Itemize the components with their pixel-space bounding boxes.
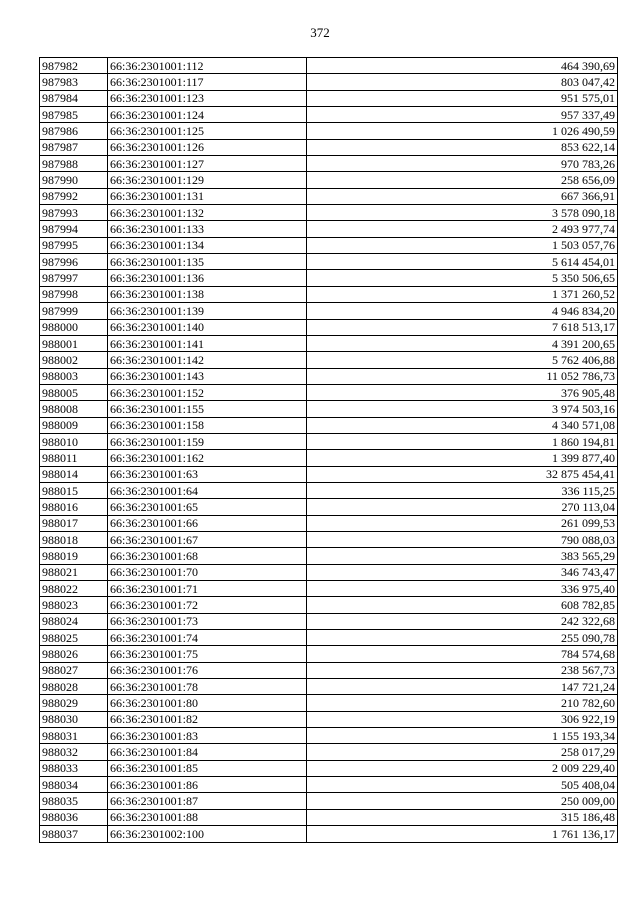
value-cell: 270 113,04: [307, 499, 618, 515]
cadastral-number-cell: 66:36:2301001:73: [108, 613, 307, 629]
row-id-cell: 987993: [40, 205, 108, 221]
cadastral-number-cell: 66:36:2301001:152: [108, 384, 307, 400]
value-cell: 853 622,14: [307, 139, 618, 155]
value-cell: 790 088,03: [307, 531, 618, 547]
row-id-cell: 988021: [40, 564, 108, 580]
value-cell: 255 090,78: [307, 630, 618, 646]
table-row: [40, 826, 618, 842]
value-cell: 258 656,09: [307, 172, 618, 188]
cadastral-number-cell: 66:36:2301001:162: [108, 450, 307, 466]
value-cell: 1 761 136,17: [307, 826, 618, 842]
value-cell: 957 337,49: [307, 107, 618, 123]
table-row: [40, 139, 618, 155]
table-row: [40, 270, 618, 286]
value-cell: 5 762 406,88: [307, 352, 618, 368]
cadastral-number-cell: 66:36:2301001:65: [108, 499, 307, 515]
table-row: [40, 335, 618, 351]
row-id-cell: 987984: [40, 90, 108, 106]
table-row: [40, 466, 618, 482]
cadastral-number-cell: 66:36:2301001:127: [108, 156, 307, 172]
cadastral-number-cell: 66:36:2301001:134: [108, 237, 307, 253]
row-id-cell: 987999: [40, 303, 108, 319]
row-id-cell: 988001: [40, 335, 108, 351]
cadastral-number-cell: 66:36:2301001:129: [108, 172, 307, 188]
cadastral-number-cell: 66:36:2301001:138: [108, 286, 307, 302]
row-id-cell: 987986: [40, 123, 108, 139]
cadastral-number-cell: 66:36:2301001:72: [108, 597, 307, 613]
table-row: [40, 417, 618, 433]
value-cell: 258 017,29: [307, 744, 618, 760]
cadastral-number-cell: 66:36:2301001:63: [108, 466, 307, 482]
table-row: [40, 107, 618, 123]
table-row: [40, 711, 618, 727]
row-id-cell: 988019: [40, 548, 108, 564]
value-cell: 1 860 194,81: [307, 433, 618, 449]
table-row: [40, 221, 618, 237]
table-row: [40, 482, 618, 498]
cadastral-number-cell: 66:36:2301001:86: [108, 777, 307, 793]
value-cell: 2 493 977,74: [307, 221, 618, 237]
table-row: [40, 662, 618, 678]
value-cell: 383 565,29: [307, 548, 618, 564]
value-cell: 464 390,69: [307, 58, 618, 74]
row-id-cell: 987990: [40, 172, 108, 188]
row-id-cell: 988018: [40, 531, 108, 547]
cadastral-number-cell: 66:36:2301002:100: [108, 826, 307, 842]
table-row: [40, 188, 618, 204]
table-row: [40, 744, 618, 760]
cadastral-number-cell: 66:36:2301001:132: [108, 205, 307, 221]
value-cell: 3 974 503,16: [307, 401, 618, 417]
row-id-cell: 988026: [40, 646, 108, 662]
row-id-cell: 988031: [40, 728, 108, 744]
cadastral-number-cell: 66:36:2301001:82: [108, 711, 307, 727]
cadastral-number-cell: 66:36:2301001:139: [108, 303, 307, 319]
table-row: [40, 646, 618, 662]
value-cell: 32 875 454,41: [307, 466, 618, 482]
cadastral-number-cell: 66:36:2301001:158: [108, 417, 307, 433]
table-row: [40, 581, 618, 597]
row-id-cell: 987985: [40, 107, 108, 123]
row-id-cell: 987996: [40, 254, 108, 270]
row-id-cell: 987982: [40, 58, 108, 74]
row-id-cell: 988035: [40, 793, 108, 809]
cadastral-number-cell: 66:36:2301001:87: [108, 793, 307, 809]
value-cell: 1 503 057,76: [307, 237, 618, 253]
row-id-cell: 988027: [40, 662, 108, 678]
value-cell: 1 026 490,59: [307, 123, 618, 139]
value-cell: 306 922,19: [307, 711, 618, 727]
table-row: [40, 384, 618, 400]
cadastral-number-cell: 66:36:2301001:125: [108, 123, 307, 139]
row-id-cell: 988024: [40, 613, 108, 629]
cadastral-number-cell: 66:36:2301001:112: [108, 58, 307, 74]
table-row: [40, 613, 618, 629]
row-id-cell: 987992: [40, 188, 108, 204]
value-cell: 1 371 260,52: [307, 286, 618, 302]
cadastral-number-cell: 66:36:2301001:155: [108, 401, 307, 417]
cadastral-number-cell: 66:36:2301001:141: [108, 335, 307, 351]
cadastral-number-cell: 66:36:2301001:67: [108, 531, 307, 547]
cadastral-number-cell: 66:36:2301001:117: [108, 74, 307, 90]
row-id-cell: 988028: [40, 679, 108, 695]
value-cell: 11 052 786,73: [307, 368, 618, 384]
value-cell: 261 099,53: [307, 515, 618, 531]
row-id-cell: 988005: [40, 384, 108, 400]
table-row: [40, 809, 618, 825]
table-row: [40, 90, 618, 106]
row-id-cell: 988033: [40, 760, 108, 776]
table-row: [40, 123, 618, 139]
cadastral-number-cell: 66:36:2301001:74: [108, 630, 307, 646]
row-id-cell: 988023: [40, 597, 108, 613]
cadastral-number-cell: 66:36:2301001:123: [108, 90, 307, 106]
table-row: [40, 499, 618, 515]
value-cell: 4 946 834,20: [307, 303, 618, 319]
row-id-cell: 988000: [40, 319, 108, 335]
cadastral-number-cell: 66:36:2301001:71: [108, 581, 307, 597]
table-row: [40, 450, 618, 466]
value-cell: 336 975,40: [307, 581, 618, 597]
cadastral-number-cell: 66:36:2301001:124: [108, 107, 307, 123]
table-row: [40, 172, 618, 188]
cadastral-number-cell: 66:36:2301001:133: [108, 221, 307, 237]
row-id-cell: 987987: [40, 139, 108, 155]
value-cell: 951 575,01: [307, 90, 618, 106]
page-number: 372: [310, 25, 330, 40]
value-cell: 667 366,91: [307, 188, 618, 204]
row-id-cell: 988029: [40, 695, 108, 711]
table-row: [40, 793, 618, 809]
table-row: [40, 760, 618, 776]
cadastral-number-cell: 66:36:2301001:70: [108, 564, 307, 580]
value-cell: 3 578 090,18: [307, 205, 618, 221]
row-id-cell: 988036: [40, 809, 108, 825]
row-id-cell: 988037: [40, 826, 108, 842]
value-cell: 238 567,73: [307, 662, 618, 678]
row-id-cell: 988017: [40, 515, 108, 531]
cadastral-number-cell: 66:36:2301001:142: [108, 352, 307, 368]
value-cell: 250 009,00: [307, 793, 618, 809]
row-id-cell: 988015: [40, 482, 108, 498]
value-cell: 4 391 200,65: [307, 335, 618, 351]
table-row: [40, 515, 618, 531]
cadastral-number-cell: 66:36:2301001:83: [108, 728, 307, 744]
value-cell: 970 783,26: [307, 156, 618, 172]
table-row: [40, 319, 618, 335]
cadastral-number-cell: 66:36:2301001:84: [108, 744, 307, 760]
cadastral-number-cell: 66:36:2301001:64: [108, 482, 307, 498]
value-cell: 4 340 571,08: [307, 417, 618, 433]
cadastral-number-cell: 66:36:2301001:78: [108, 679, 307, 695]
table-row: [40, 303, 618, 319]
cadastral-number-cell: 66:36:2301001:76: [108, 662, 307, 678]
table-row: [40, 564, 618, 580]
cadastral-number-cell: 66:36:2301001:143: [108, 368, 307, 384]
table-row: [40, 205, 618, 221]
table-row: [40, 433, 618, 449]
row-id-cell: 988003: [40, 368, 108, 384]
value-cell: 505 408,04: [307, 777, 618, 793]
cadastral-number-cell: 66:36:2301001:136: [108, 270, 307, 286]
table-row: [40, 679, 618, 695]
cadastral-number-cell: 66:36:2301001:140: [108, 319, 307, 335]
row-id-cell: 988025: [40, 630, 108, 646]
cadastral-number-cell: 66:36:2301001:159: [108, 433, 307, 449]
cadastral-number-cell: 66:36:2301001:80: [108, 695, 307, 711]
cadastral-number-cell: 66:36:2301001:126: [108, 139, 307, 155]
cadastral-number-cell: 66:36:2301001:131: [108, 188, 307, 204]
table-row: [40, 401, 618, 417]
table-row: [40, 695, 618, 711]
row-id-cell: 988030: [40, 711, 108, 727]
row-id-cell: 987995: [40, 237, 108, 253]
table-row: [40, 237, 618, 253]
cadastral-number-cell: 66:36:2301001:88: [108, 809, 307, 825]
value-cell: 376 905,48: [307, 384, 618, 400]
value-cell: 147 721,24: [307, 679, 618, 695]
value-cell: 242 322,68: [307, 613, 618, 629]
table-row: [40, 58, 618, 74]
table-row: [40, 597, 618, 613]
table-row: [40, 630, 618, 646]
row-id-cell: 988010: [40, 433, 108, 449]
table-row: [40, 156, 618, 172]
value-cell: 1 155 193,34: [307, 728, 618, 744]
table-row: [40, 352, 618, 368]
cadastral-number-cell: 66:36:2301001:66: [108, 515, 307, 531]
table-row: [40, 254, 618, 270]
registry-table-body: [40, 58, 618, 843]
registry-table: [39, 57, 618, 843]
row-id-cell: 988008: [40, 401, 108, 417]
table-row: [40, 286, 618, 302]
row-id-cell: 988011: [40, 450, 108, 466]
table-row: [40, 548, 618, 564]
value-cell: 346 743,47: [307, 564, 618, 580]
value-cell: 315 186,48: [307, 809, 618, 825]
value-cell: 336 115,25: [307, 482, 618, 498]
table-row: [40, 777, 618, 793]
value-cell: 7 618 513,17: [307, 319, 618, 335]
value-cell: 608 782,85: [307, 597, 618, 613]
cadastral-number-cell: 66:36:2301001:75: [108, 646, 307, 662]
value-cell: 1 399 877,40: [307, 450, 618, 466]
value-cell: 5 350 506,65: [307, 270, 618, 286]
row-id-cell: 987994: [40, 221, 108, 237]
table-row: [40, 74, 618, 90]
row-id-cell: 987983: [40, 74, 108, 90]
cadastral-number-cell: 66:36:2301001:135: [108, 254, 307, 270]
row-id-cell: 988014: [40, 466, 108, 482]
row-id-cell: 987998: [40, 286, 108, 302]
row-id-cell: 988002: [40, 352, 108, 368]
value-cell: 2 009 229,40: [307, 760, 618, 776]
row-id-cell: 988032: [40, 744, 108, 760]
cadastral-number-cell: 66:36:2301001:85: [108, 760, 307, 776]
table-row: [40, 368, 618, 384]
row-id-cell: 988016: [40, 499, 108, 515]
value-cell: 210 782,60: [307, 695, 618, 711]
table-row: [40, 531, 618, 547]
value-cell: 803 047,42: [307, 74, 618, 90]
row-id-cell: 988034: [40, 777, 108, 793]
row-id-cell: 987988: [40, 156, 108, 172]
value-cell: 784 574,68: [307, 646, 618, 662]
row-id-cell: 988009: [40, 417, 108, 433]
row-id-cell: 988022: [40, 581, 108, 597]
value-cell: 5 614 454,01: [307, 254, 618, 270]
cadastral-number-cell: 66:36:2301001:68: [108, 548, 307, 564]
table-row: [40, 728, 618, 744]
row-id-cell: 987997: [40, 270, 108, 286]
